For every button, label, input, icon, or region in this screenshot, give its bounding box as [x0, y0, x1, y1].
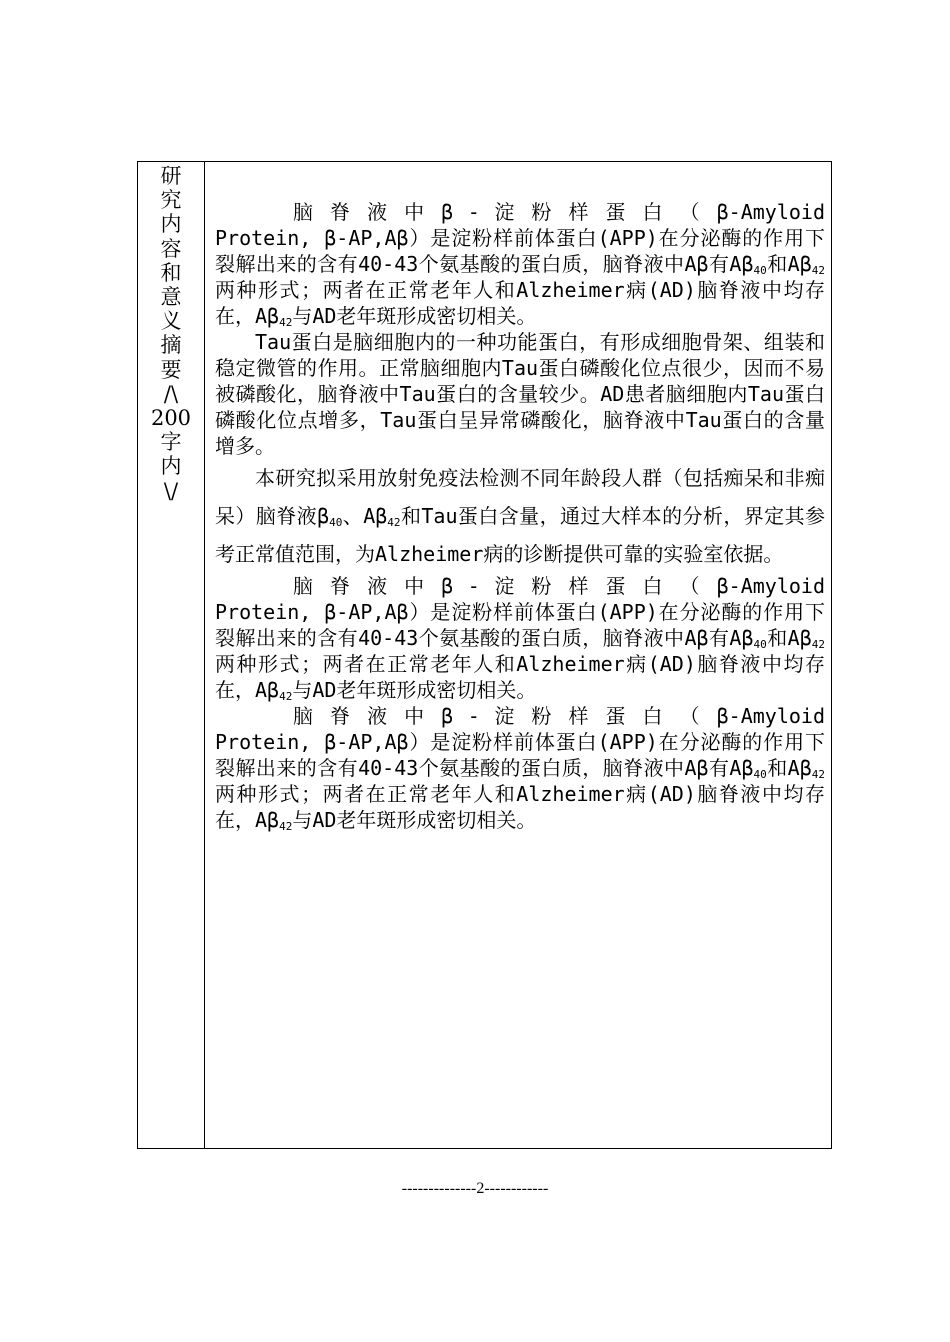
text-run: 、Aβ	[342, 504, 388, 528]
text-run: 两种形式；两者在正常老年人和Alzheimer病(AD)脑脊液中均存在，Aβ	[215, 782, 825, 832]
label-char: 意	[160, 285, 182, 310]
subscript: 42	[279, 690, 293, 703]
subscript: 40	[753, 264, 767, 277]
label-char: 义	[160, 309, 182, 334]
label-char: 内	[160, 212, 182, 237]
text-run: 与AD老年斑形成密切相关。	[292, 678, 537, 702]
text-run: 脑 脊 液 中 β - 淀 粉 样 蛋 白 （ β-Amyloid Protein, β-AP,Aβ）是淀粉样前体蛋白(APP)在分泌酶的作用下裂解出来的含有40-43个氨基酸的蛋白质，脑脊液中Aβ有Aβ	[215, 200, 825, 276]
subscript: 42	[279, 820, 293, 833]
paragraph-abeta-1	[215, 199, 825, 329]
label-char: 容	[160, 236, 182, 261]
subscript: 42	[387, 516, 401, 529]
text-run: 和Aβ	[766, 626, 812, 650]
label-column	[138, 162, 205, 1148]
vertical-label	[138, 164, 204, 503]
label-char: 要	[160, 357, 182, 382]
label-char: 研	[160, 164, 182, 188]
label-char: \/	[163, 478, 179, 503]
text-run: 两种形式；两者在正常老年人和Alzheimer病(AD)脑脊液中均存在，Aβ	[215, 278, 825, 328]
form-table	[137, 161, 832, 1149]
text-run: 与AD老年斑形成密切相关。	[292, 808, 537, 832]
subscript: 42	[279, 316, 293, 329]
label-char: 摘	[160, 333, 182, 358]
paragraph-tau: Tau蛋白是脑细胞内的一种功能蛋白，有形成细胞骨架、组装和稳定微管的作用。正常脑细胞内Tau蛋白磷酸化位点很少，因而不易被磷酸化，脑脊液中Tau蛋白的含量较少。AD患者脑细胞内Tau蛋白磷酸化位点增多，Tau蛋白呈异常磷酸化，脑脊液中Tau蛋白的含量增多。	[215, 330, 825, 458]
text-run: 两种形式；两者在正常老年人和Alzheimer病(AD)脑脊液中均存在，Aβ	[215, 652, 825, 702]
text-run: 本研究拟采用放射免疫法检测不同年龄段人群（包括痴呆和非痴呆）脑脊液β	[215, 466, 825, 528]
subscript: 40	[753, 768, 767, 781]
text-run: 脑 脊 液 中 β - 淀 粉 样 蛋 白 （ β-Amyloid Protein, β-AP,Aβ）是淀粉样前体蛋白(APP)在分泌酶的作用下裂解出来的含有40-43个氨基酸的蛋白质，脑脊液中Aβ有Aβ	[215, 574, 825, 650]
text-run: 脑 脊 液 中 β - 淀 粉 样 蛋 白 （ β-Amyloid Protein, β-AP,Aβ）是淀粉样前体蛋白(APP)在分泌酶的作用下裂解出来的含有40-43个氨基酸的蛋白质，脑脊液中Aβ有Aβ	[215, 704, 825, 780]
text-run: 和Tau蛋白含量，通过大样本的分析，界定其参考正常值范围，为Alzheimer病的诊断提供可靠的实验室依据。	[215, 504, 825, 566]
abstract-content	[215, 199, 825, 833]
paragraph-abeta-3	[215, 703, 825, 833]
subscript: 42	[811, 264, 825, 277]
page-number: --------------2------------	[401, 1180, 549, 1197]
label-char: 内	[160, 454, 182, 479]
subscript: 40	[753, 638, 767, 651]
label-char: 究	[160, 188, 182, 213]
label-char: 200	[150, 406, 192, 431]
text-run: 和Aβ	[766, 756, 812, 780]
subscript: 42	[811, 638, 825, 651]
subscript: 42	[811, 768, 825, 781]
text-run: 和Aβ	[766, 252, 812, 276]
paragraph-abeta-2	[215, 573, 825, 703]
subscript: 40	[329, 516, 343, 529]
label-char: 和	[160, 260, 182, 285]
label-char: /\	[163, 381, 179, 406]
text-run: 与AD老年斑形成密切相关。	[292, 304, 537, 328]
paragraph-study-plan	[215, 459, 825, 573]
label-char: 字	[160, 430, 182, 455]
